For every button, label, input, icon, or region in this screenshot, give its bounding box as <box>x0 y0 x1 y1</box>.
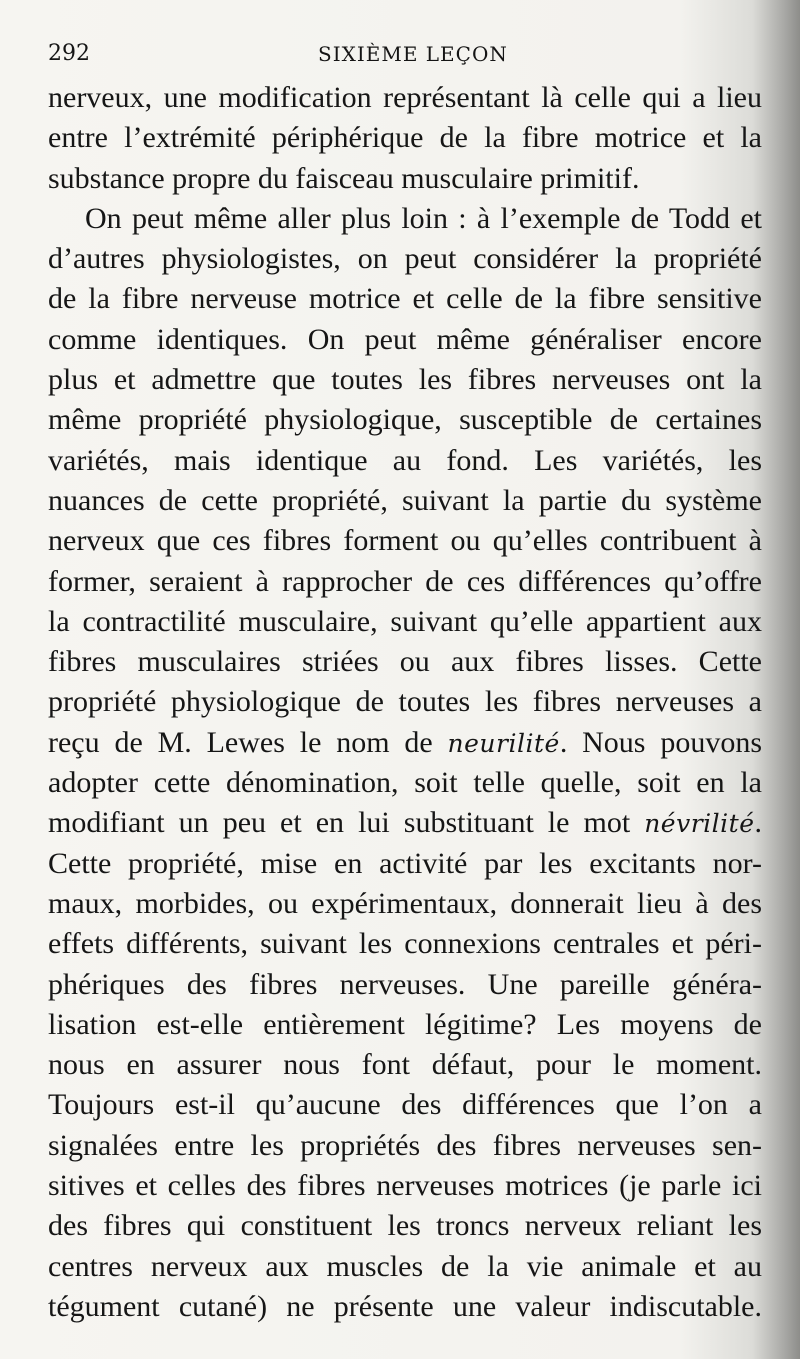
italic-term-neurilite: neurilité <box>447 728 560 758</box>
text-line: nerveux que ces fibres forment ou qu’elles contribuent à <box>48 524 762 558</box>
text-line: substance propre du faisceau musculaire primitif. <box>48 161 640 195</box>
text-line: d’autres physiologistes, on peut considérer la propriété <box>48 242 762 276</box>
text-line: variétés, mais identique au fond. Les variétés, les <box>48 443 762 477</box>
text-line: centres nerveux aux muscles de la vie animale et au <box>48 1249 762 1283</box>
text-line: nuances de cette propriété, suivant la partie du système <box>48 483 762 517</box>
text-line: même propriété physiologique, susceptible de certaines <box>48 403 762 437</box>
text-line: propriété physiologique de toutes les fibres nerveuses a <box>48 685 762 719</box>
text-line: plus et admettre que toutes les fibres nerveuses ont la <box>48 363 762 397</box>
text-line: la contractilité musculaire, suivant qu’elle appartient aux <box>48 604 762 638</box>
page-number: 292 <box>48 41 90 66</box>
text-line: nerveux, une modification représentant là celle qui a lieu <box>48 81 762 114</box>
text-line: Toujours est-il qu’aucune des différences que l’on a <box>48 1088 762 1122</box>
line-segment: reçu de M. Lewes le nom de <box>48 725 448 759</box>
text-line: tégument cutané) ne présente une valeur indiscutable. <box>48 1289 762 1323</box>
text-line: maux, morbides, ou expérimentaux, donnerait lieu à des <box>48 886 762 920</box>
italic-term-nevrilite: névrilité <box>644 809 755 839</box>
text-line: des fibres qui constituent les troncs nerveux reliant les <box>48 1209 762 1243</box>
text-line: fibres musculaires striées ou aux fibres lisses. Cette <box>48 645 762 679</box>
text-line: phériques des fibres nerveuses. Une pareille généra- <box>48 967 762 1001</box>
text-line-with-italic <box>48 803 762 843</box>
text-line: adopter cette dénomination, soit telle quelle, soit en la <box>48 766 762 800</box>
text-line: signalées entre les propriétés des fibres nerveuses sen- <box>48 1128 762 1162</box>
text-line: sitives et celles des fibres nerveuses motrices (je parle ici <box>48 1169 762 1203</box>
text-line: lisation est-elle entièrement légitime? Les moyens de <box>48 1007 762 1041</box>
text-line: nous en assurer nous font défaut, pour le moment. <box>48 1048 762 1082</box>
text-line: Cette propriété, mise en activité par les excitants nor- <box>48 846 762 880</box>
line-segment: . <box>754 806 762 840</box>
body-text <box>48 78 762 1327</box>
text-line: de la fibre nerveuse motrice et celle de la fibre sensitive <box>48 282 762 316</box>
line-segment: . Nous pouvons <box>559 725 762 759</box>
text-line: former, seraient à rapprocher de ces différences qu’offre <box>48 564 762 598</box>
text-line: comme identiques. On peut même généraliser encore <box>48 322 762 356</box>
page-header <box>48 34 760 74</box>
running-head: SIXIÈME LEÇON <box>318 42 508 66</box>
text-line: On peut même aller plus loin : à l’exemple de Todd et <box>85 201 762 235</box>
text-line-with-italic <box>48 723 762 763</box>
line-segment: modifiant un peu et en lui substituant le mot <box>48 806 645 840</box>
text-line: effets différents, suivant les connexions centrales et péri- <box>48 927 762 961</box>
text-line: entre l’extrémité périphérique de la fibre motrice et la <box>48 121 762 155</box>
